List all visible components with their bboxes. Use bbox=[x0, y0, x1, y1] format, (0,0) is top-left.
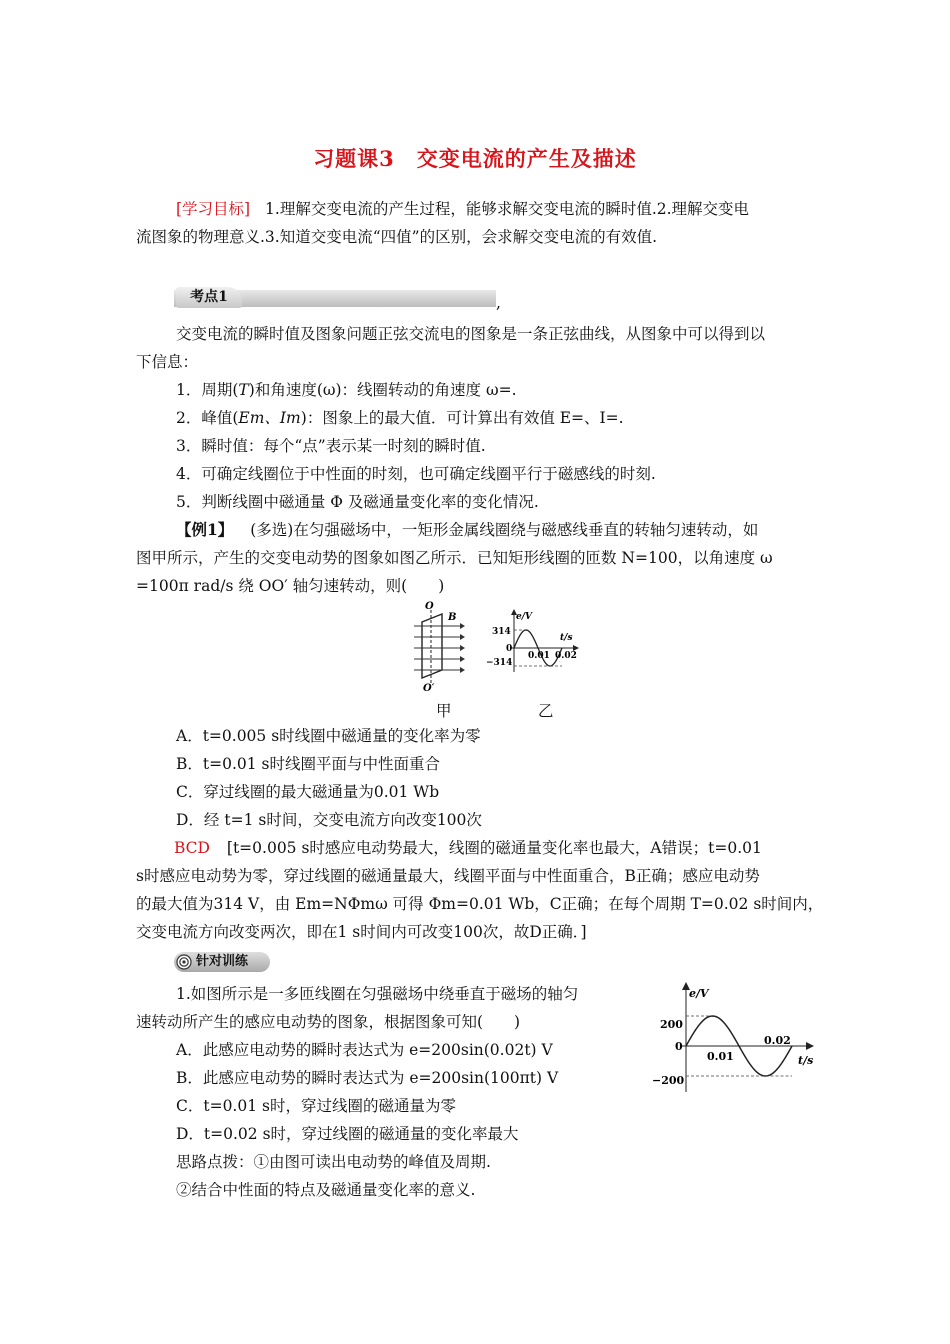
figure-caption-yi: 乙 bbox=[538, 702, 554, 720]
objectives-text-1: 1.理解交变电流的产生过程，能够求解交变电流的瞬时值.2.理解交变电 bbox=[265, 200, 750, 218]
y-tick-max: 314 bbox=[492, 627, 511, 637]
section-intro-2: 下信息： bbox=[136, 353, 199, 371]
drill-option-a: A．此感应电动势的瞬时表达式为 e=200sin(0.02t) V bbox=[176, 1041, 553, 1059]
info-item-1: 1．周期(T)和角速度(ω)：线圈转动的角速度 ω=. bbox=[176, 381, 517, 399]
y-axis-label: e/V bbox=[516, 612, 532, 622]
example-option-a: A．t=0.005 s时线圈中磁通量的变化率为零 bbox=[176, 727, 481, 745]
drill-hint-2: ②结合中性面的特点及磁通量变化率的意义. bbox=[176, 1181, 476, 1199]
drill-banner bbox=[174, 952, 270, 972]
y-tick-min: −314 bbox=[486, 658, 513, 668]
label-o: O bbox=[425, 601, 434, 612]
coil-frame bbox=[422, 614, 442, 678]
label-o-prime: O′ bbox=[423, 683, 435, 692]
info-item-5: 5．判断线圈中磁通量 Φ 及磁通量变化率的变化情况. bbox=[176, 493, 539, 511]
page-title: 习题课3 交变电流的产生及描述 bbox=[313, 146, 637, 171]
example-option-d: D．经 t=1 s时间，交变电流方向改变100次 bbox=[176, 811, 482, 829]
answer-label: BCD bbox=[174, 839, 210, 857]
example-option-b: B．t=0.01 s时线圈平面与中性面重合 bbox=[176, 755, 441, 773]
example-line-3: =100π rad/s 绕 OO′ 轴匀速转动，则( ) bbox=[136, 577, 445, 595]
drill-question-1: 1.如图所示是一多匝线圈在匀强磁场中绕垂直于磁场的轴匀 bbox=[176, 985, 579, 1003]
label-b: B bbox=[448, 612, 457, 623]
field-arrow-heads bbox=[460, 623, 465, 673]
answer-line-2: s时感应电动势为零，穿过线圈的磁通量最大，线圈平面与中性面重合，B正确；感应电动势 bbox=[136, 867, 760, 885]
info-item-3: 3．瞬时值：每个“点”表示某一时刻的瞬时值. bbox=[176, 437, 486, 455]
y-tick-min: −200 bbox=[652, 1074, 685, 1087]
drill-option-d: D．t=0.02 s时，穿过线圈的磁通量的变化率最大 bbox=[176, 1125, 519, 1143]
x-tick-1: 0.01 bbox=[707, 1050, 734, 1063]
example-label: 【例1】 bbox=[176, 520, 234, 539]
objectives-label: [学习目标] bbox=[176, 200, 251, 218]
section-banner-label: 考点1 bbox=[176, 287, 242, 308]
target-icon bbox=[176, 954, 192, 970]
x-tick-2: 0.02 bbox=[555, 651, 577, 661]
drill-option-c: C．t=0.01 s时，穿过线圈的磁通量为零 bbox=[176, 1097, 456, 1115]
x-tick-2: 0.02 bbox=[764, 1034, 791, 1047]
answer-line-1: BCD [t=0.005 s时感应电动势最大，线圈的磁通量变化率也最大，A错误；t=0.01 bbox=[174, 839, 762, 857]
drill-question-2: 速转动所产生的感应电动势的图象，根据图象可知( ) bbox=[136, 1013, 521, 1031]
y-tick-max: 200 bbox=[660, 1018, 683, 1031]
info-item-4: 4．可确定线圈位于中性面的时刻，也可确定线圈平行于磁感线的时刻. bbox=[176, 465, 656, 483]
coil-diagram bbox=[408, 600, 468, 692]
x-axis-label: t/s bbox=[560, 633, 573, 643]
drill-hint-1: 思路点拨：①由图可读出电动势的峰值及周期. bbox=[176, 1153, 491, 1171]
magnetic-field-lines bbox=[414, 626, 460, 670]
answer-line-4: 交变电流方向改变两次，即在1 s时间内可改变100次，故D正确．] bbox=[136, 923, 587, 941]
answer-line-3: 的最大值为314 V，由 Em=NΦmω 可得 Φm=0.01 Wb，C正确；在每个周期 T=0.02 s时间内， bbox=[136, 895, 824, 913]
info-item-2: 2．峰值(Em、Im)：图象上的最大值．可计算出有效值 E=、I=. bbox=[176, 409, 624, 427]
emf-graph-yi bbox=[482, 608, 582, 674]
y-axis-label: e/V bbox=[689, 987, 709, 1000]
drill-emf-graph bbox=[650, 980, 820, 1095]
section-intro-1: 交变电流的瞬时值及图象问题正弦交流电的图象是一条正弦曲线，从图象中可以得到以 bbox=[176, 325, 766, 343]
figure-caption-jia: 甲 bbox=[436, 702, 452, 720]
objectives-text-2: 流图象的物理意义.3.知道交变电流“四值”的区别，会求解交变电流的有效值. bbox=[136, 228, 657, 246]
example-line-1: 【例1】 (多选)在匀强磁场中，一矩形金属线圈绕与磁感线垂直的转轴匀速转动，如 bbox=[176, 520, 759, 539]
y-tick-zero: 0 bbox=[506, 644, 513, 654]
y-tick-zero: 0 bbox=[675, 1040, 683, 1053]
x-tick-1: 0.01 bbox=[528, 651, 550, 661]
x-axis-label: t/s bbox=[798, 1054, 814, 1067]
drill-label: 针对训练 bbox=[196, 954, 249, 969]
drill-option-b: B．此感应电动势的瞬时表达式为 e=200sin(100πt) V bbox=[176, 1069, 559, 1087]
example-line-2: 图甲所示，产生的交变电动势的图象如图乙所示．已知矩形线圈的匝数 N=100，以角速度 ω bbox=[136, 549, 773, 567]
section-banner-comma: , bbox=[496, 294, 501, 312]
objectives-line-1 bbox=[176, 195, 749, 223]
example-option-c: C．穿过线圈的最大磁通量为0.01 Wb bbox=[176, 783, 440, 801]
